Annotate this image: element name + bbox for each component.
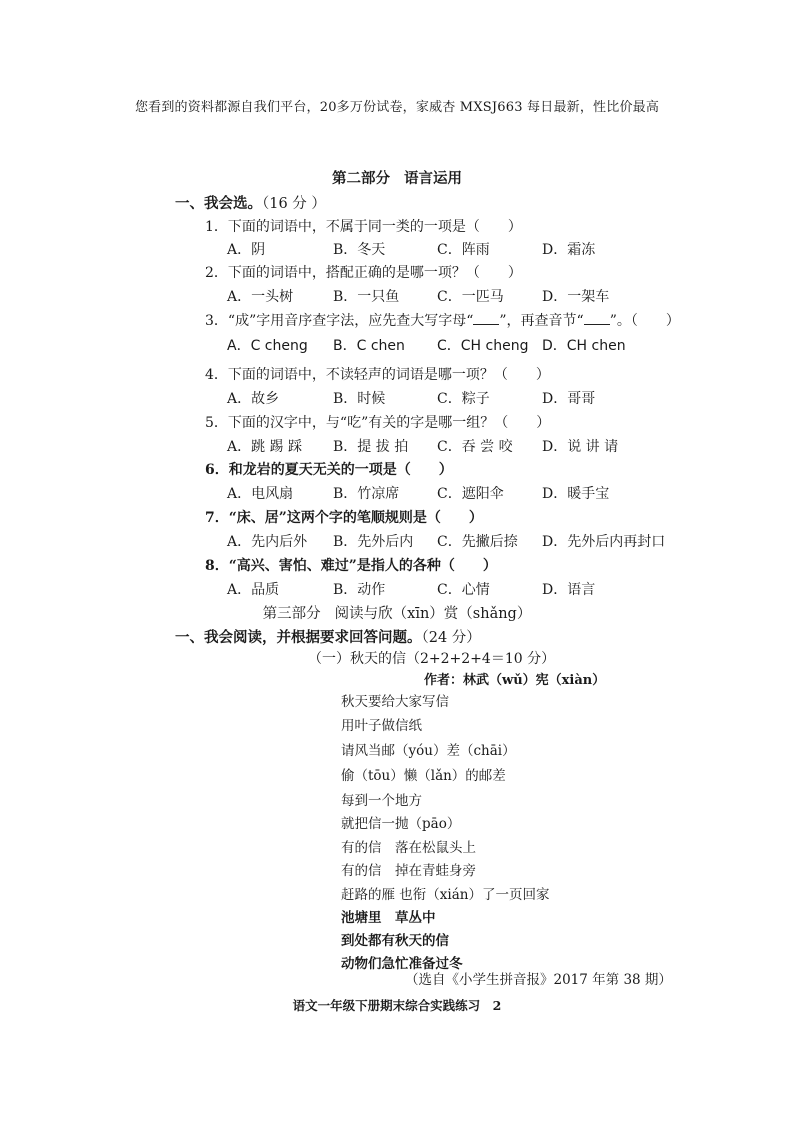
section-choose-title: 一、我会选。 — [175, 195, 262, 212]
option-c[interactable]: C．先撇后捺 — [437, 534, 518, 550]
option-c[interactable]: C．心情 — [437, 582, 490, 598]
option-d[interactable]: D．语言 — [542, 582, 596, 598]
option-c[interactable]: C．CH cheng — [437, 338, 529, 354]
section-read-heading — [175, 626, 481, 647]
option-c[interactable]: C．遮阳伞 — [437, 486, 504, 502]
poem-line: 有的信 落在松鼠头上 — [341, 840, 476, 856]
question-4: 4．下面的词语中，不读轻声的词语是哪一项？（ ） — [205, 367, 550, 383]
question-3-stem-a: 3．“成”字用音序查字法，应先查大写字母“ — [205, 313, 474, 329]
option-b[interactable]: B．竹凉席 — [333, 486, 400, 502]
question-7: 7．“床、居”这两个字的笔顺规则是（ ） — [205, 510, 483, 526]
question-3-stem-b: ”，再查音节“ — [499, 313, 584, 329]
option-c[interactable]: C．吞 尝 咬 — [437, 439, 513, 455]
poem-line: 每到一个地方 — [341, 793, 422, 809]
question-8: 8．“高兴、害怕、难过”是指人的各种（ ） — [205, 558, 497, 574]
option-d[interactable]: D．一架车 — [542, 289, 610, 305]
option-d[interactable]: D．霜冻 — [542, 242, 596, 258]
section-read-score: （24 分） — [421, 630, 481, 646]
poem-line: 偷（tōu）懒（lǎn）的邮差 — [341, 768, 506, 784]
answer-blank[interactable] — [584, 312, 610, 325]
part3-name: 阅读与欣（xīn）赏（shǎng） — [334, 606, 532, 622]
option-c[interactable]: C．粽子 — [437, 391, 490, 407]
option-b[interactable]: B．动作 — [333, 582, 386, 598]
part2-name: 语言运用 — [404, 170, 462, 187]
question-3-stem-c: ”。（ ） — [609, 313, 680, 329]
section-choose-heading — [175, 192, 326, 213]
reading-title: （一）秋天的信（2+2+2+4＝10 分） — [308, 651, 556, 667]
answer-blank[interactable] — [473, 312, 499, 325]
option-b[interactable]: B．冬天 — [333, 242, 386, 258]
question-6: 6．和龙岩的夏天无关的一项是（ ） — [205, 462, 453, 478]
part2-heading — [0, 167, 794, 188]
reading-author: 作者：林武（wǔ）宪（xiàn） — [424, 673, 606, 688]
option-d[interactable]: D．CH chen — [542, 338, 626, 354]
poem-line: 有的信 掉在青蛙身旁 — [341, 863, 476, 879]
question-2: 2．下面的词语中，搭配正确的是哪一项？（ ） — [205, 265, 522, 281]
section-choose-score: （16 分 ） — [262, 196, 326, 212]
option-a[interactable]: A．电风扇 — [227, 486, 294, 502]
option-a[interactable]: A．故乡 — [227, 391, 280, 407]
question-5: 5．下面的汉字中，与“吃”有关的字是哪一组？（ ） — [205, 415, 551, 431]
option-d[interactable]: D．先外后内再封口 — [542, 534, 666, 550]
poem-line: 池塘里 草丛中 — [341, 910, 436, 926]
part2-label: 第二部分 — [332, 170, 390, 187]
poem-line: 到处都有秋天的信 — [341, 933, 449, 949]
option-a[interactable]: A．阴 — [227, 242, 266, 258]
option-a[interactable]: A．C cheng — [227, 338, 308, 354]
poem-line: 就把信一抛（pāo） — [341, 816, 461, 832]
question-3 — [205, 310, 680, 330]
option-b[interactable]: B．提 拔 拍 — [333, 439, 409, 455]
poem-line: 请风当邮（yóu）差（chāi） — [341, 743, 516, 759]
option-b[interactable]: B．一只鱼 — [333, 289, 400, 305]
option-a[interactable]: A．跳 踢 踩 — [227, 439, 303, 455]
option-d[interactable]: D．暖手宝 — [542, 486, 610, 502]
option-c[interactable]: C．阵雨 — [437, 242, 490, 258]
page-footer: 语文一年级下册期末综合实践练习 2 — [292, 998, 502, 1013]
option-c[interactable]: C．一匹马 — [437, 289, 504, 305]
poem-line: 赶路的雁 也衔（xián）了一页回家 — [341, 887, 550, 903]
option-b[interactable]: B．时候 — [333, 391, 386, 407]
option-b[interactable]: B．先外后内 — [333, 534, 414, 550]
option-d[interactable]: D．哥哥 — [542, 391, 596, 407]
poem-line: 动物们急忙准备过冬 — [341, 956, 463, 972]
reading-source: （选自《小学生拼音报》2017 年第 38 期） — [405, 972, 672, 988]
part3-label: 第三部分 — [262, 606, 321, 622]
promo-banner: 您看到的资料都源自我们平台，20多万份试卷，家威杏 MXSJ663 每日最新，性比价最高 — [134, 100, 660, 115]
option-a[interactable]: A．品质 — [227, 582, 280, 598]
option-b[interactable]: B．C chen — [333, 338, 405, 354]
option-d[interactable]: D．说 讲 请 — [542, 439, 619, 455]
poem-line: 用叶子做信纸 — [341, 718, 422, 734]
part3-heading — [0, 602, 794, 623]
option-a[interactable]: A．一头树 — [227, 289, 294, 305]
section-read-title: 一、我会阅读，并根据要求回答问题。 — [175, 629, 422, 646]
question-1: 1．下面的词语中，不属于同一类的一项是（ ） — [205, 219, 522, 235]
option-a[interactable]: A．先内后外 — [227, 534, 308, 550]
poem-line: 秋天要给大家写信 — [341, 694, 449, 710]
